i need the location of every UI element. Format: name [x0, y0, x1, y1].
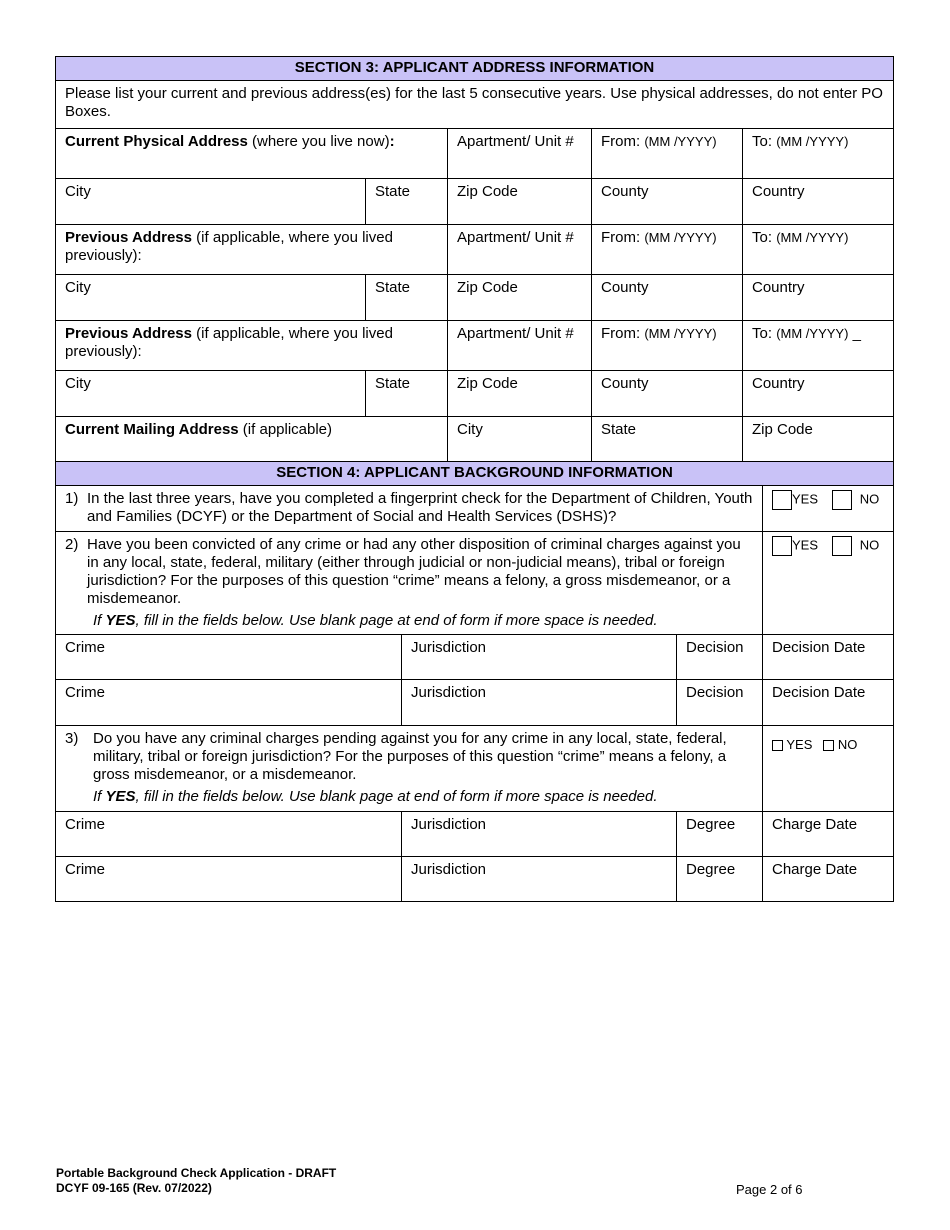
- previous-2-apt-field[interactable]: Apartment/ Unit #: [448, 321, 592, 371]
- footer-page-number: Page 2 of 6: [736, 1182, 803, 1197]
- q3-degree-2-field[interactable]: Degree: [677, 857, 763, 902]
- section3-instructions: Please list your current and previous address(es) for the last 5 consecutive years. Use physical addresses, do not enter PO Boxes.: [56, 81, 894, 129]
- q2-crime-2-field[interactable]: Crime: [56, 680, 402, 726]
- current-county-field[interactable]: County: [592, 179, 743, 225]
- q3-yes-no: YES NO: [763, 726, 894, 812]
- previous-address-1-field[interactable]: Previous Address (if applicable, where you lived previously):: [56, 225, 448, 275]
- question-3: 3) Do you have any criminal charges pending against you for any crime in any local, state, federal, military, tribal or foreign jurisdiction? For the purposes of this question “crime” means a felony, a gross misdemeanor, or a misdemeanor. If YES, fill in the fields below. Use blank page at end of form if more space is needed.: [56, 726, 763, 812]
- q3-jurisdiction-1-field[interactable]: Jurisdiction: [402, 812, 677, 857]
- q1-yes-no: YES NO: [763, 486, 894, 532]
- q2-decision-date-1-field[interactable]: Decision Date: [763, 635, 894, 680]
- section4-table: [55, 461, 894, 902]
- previous-address-2-field[interactable]: Previous Address (if applicable, where you lived previously):: [56, 321, 448, 371]
- footer-form-info: [56, 1166, 336, 1196]
- q3-charge-date-1-field[interactable]: Charge Date: [763, 812, 894, 857]
- current-zip-field[interactable]: Zip Code: [448, 179, 592, 225]
- q2-instructions: If YES, fill in the fields below. Use blank page at end of form if more space is needed.: [93, 612, 658, 629]
- q3-charge-date-2-field[interactable]: Charge Date: [763, 857, 894, 902]
- current-address-field[interactable]: Current Physical Address (where you live now):: [56, 129, 448, 179]
- q2-decision-2-field[interactable]: Decision: [677, 680, 763, 726]
- footer-form-name: Portable Background Check Application - DRAFT: [56, 1166, 337, 1180]
- q3-yes-checkbox[interactable]: [772, 740, 783, 751]
- current-city-field[interactable]: City: [56, 179, 366, 225]
- q3-crime-2-field[interactable]: Crime: [56, 857, 402, 902]
- footer-form-id: DCYF 09-165 (Rev. 07/2022): [56, 1181, 212, 1195]
- previous-2-city-field[interactable]: City: [56, 371, 366, 417]
- current-to-field[interactable]: To: (MM /YYYY): [743, 129, 894, 179]
- section3-table: [55, 56, 894, 462]
- q3-instructions: If YES, fill in the fields below. Use blank page at end of form if more space is needed.: [93, 788, 658, 805]
- mailing-address-field[interactable]: Current Mailing Address (if applicable): [56, 417, 448, 462]
- previous-2-county-field[interactable]: County: [592, 371, 743, 417]
- previous-2-zip-field[interactable]: Zip Code: [448, 371, 592, 417]
- section3-title: SECTION 3: APPLICANT ADDRESS INFORMATION: [56, 57, 894, 81]
- current-from-field[interactable]: From: (MM /YYYY): [592, 129, 743, 179]
- q2-crime-1-field[interactable]: Crime: [56, 635, 402, 680]
- q2-no-checkbox[interactable]: [832, 536, 852, 556]
- mailing-state-field[interactable]: State: [592, 417, 743, 462]
- question-2: 2) Have you been convicted of any crime or had any other disposition of criminal charges against you in any local, state, federal, military (either through judicial or non-judicial means), tribal or foreign jurisdiction? For the purposes of this question “crime” means a felony, a gross misdemeanor, or a misdemeanor. If YES, fill in the fields below. Use blank page at end of form if more space is needed.: [56, 532, 763, 635]
- previous-2-from-field[interactable]: From: (MM /YYYY): [592, 321, 743, 371]
- current-country-field[interactable]: Country: [743, 179, 894, 225]
- q2-jurisdiction-1-field[interactable]: Jurisdiction: [402, 635, 677, 680]
- mailing-city-field[interactable]: City: [448, 417, 592, 462]
- q2-yes-no: YES NO: [763, 532, 894, 635]
- q2-decision-date-2-field[interactable]: Decision Date: [763, 680, 894, 726]
- q3-jurisdiction-2-field[interactable]: Jurisdiction: [402, 857, 677, 902]
- q1-yes-checkbox[interactable]: [772, 490, 792, 510]
- previous-1-to-field[interactable]: To: (MM /YYYY): [743, 225, 894, 275]
- q2-yes-checkbox[interactable]: [772, 536, 792, 556]
- q3-crime-1-field[interactable]: Crime: [56, 812, 402, 857]
- q3-degree-1-field[interactable]: Degree: [677, 812, 763, 857]
- previous-1-county-field[interactable]: County: [592, 275, 743, 321]
- q3-no-checkbox[interactable]: [823, 740, 834, 751]
- previous-1-from-field[interactable]: From: (MM /YYYY): [592, 225, 743, 275]
- previous-2-state-field[interactable]: State: [366, 371, 448, 417]
- previous-1-city-field[interactable]: City: [56, 275, 366, 321]
- previous-1-country-field[interactable]: Country: [743, 275, 894, 321]
- previous-2-to-field[interactable]: To: (MM /YYYY) _: [743, 321, 894, 371]
- current-state-field[interactable]: State: [366, 179, 448, 225]
- question-1: 1) In the last three years, have you completed a fingerprint check for the Department of Children, Youth and Families (DCYF) or the Department of Social and Health Services (DSHS)?: [56, 486, 763, 532]
- previous-1-apt-field[interactable]: Apartment/ Unit #: [448, 225, 592, 275]
- mailing-zip-field[interactable]: Zip Code: [743, 417, 894, 462]
- previous-1-zip-field[interactable]: Zip Code: [448, 275, 592, 321]
- q1-no-checkbox[interactable]: [832, 490, 852, 510]
- previous-2-country-field[interactable]: Country: [743, 371, 894, 417]
- previous-1-state-field[interactable]: State: [366, 275, 448, 321]
- section4-title: SECTION 4: APPLICANT BACKGROUND INFORMATION: [56, 462, 894, 486]
- q2-jurisdiction-2-field[interactable]: Jurisdiction: [402, 680, 677, 726]
- current-apt-field[interactable]: Apartment/ Unit #: [448, 129, 592, 179]
- q2-decision-1-field[interactable]: Decision: [677, 635, 763, 680]
